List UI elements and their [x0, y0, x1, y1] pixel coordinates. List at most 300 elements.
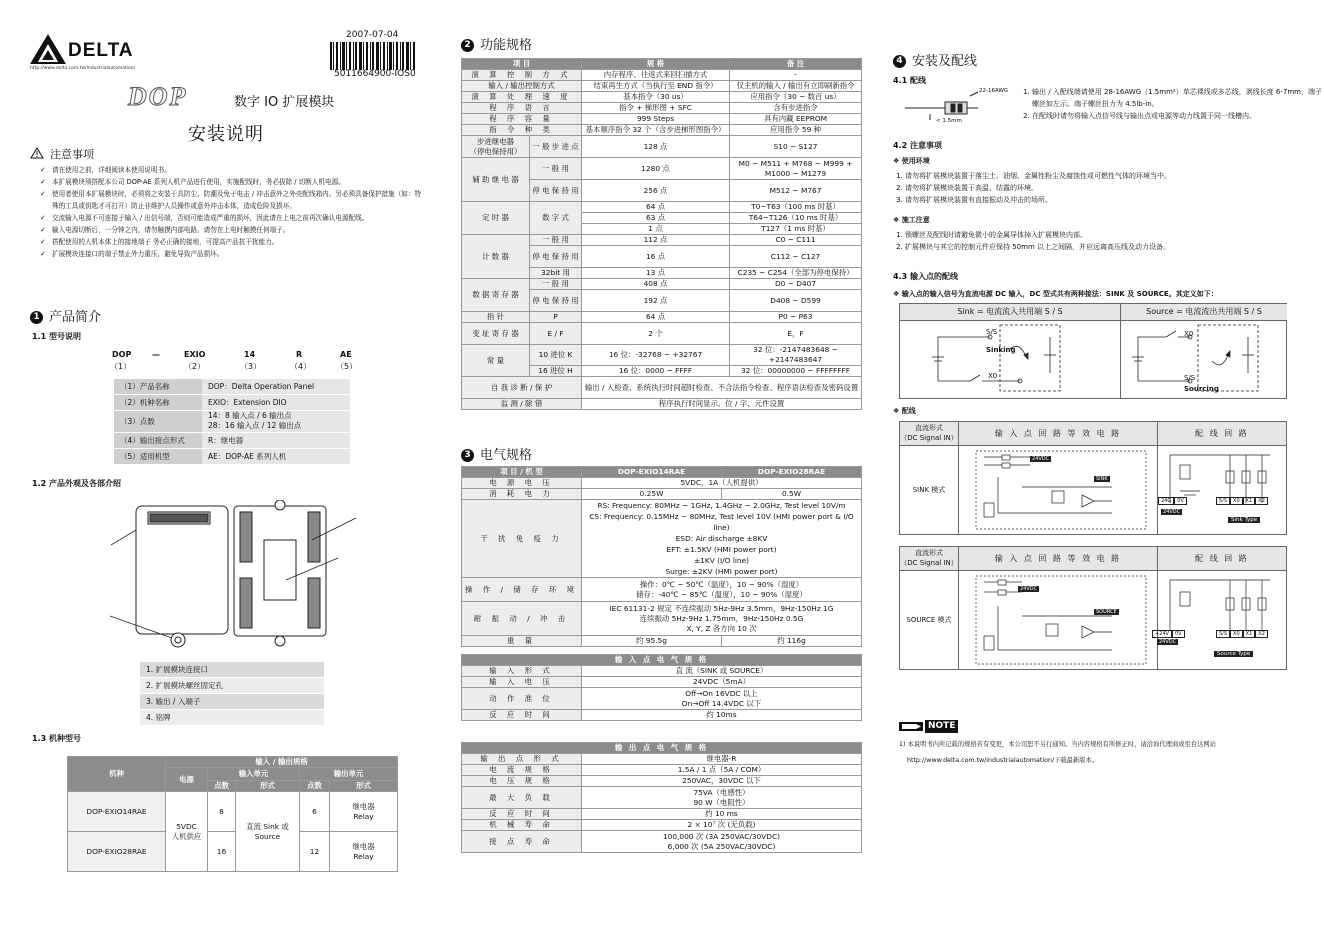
power-line: 5VDC [176, 821, 197, 831]
env-item: 2. 请勿将扩展模块装置于高温、结露的环境。 [905, 182, 1305, 194]
wiring-title [893, 406, 916, 416]
wiring-notes [1018, 86, 1322, 122]
wiring-title-text: 配线 [901, 407, 916, 415]
model-part: 14 [244, 350, 256, 359]
terminal-strip [1152, 630, 1185, 638]
row-label: 机 械 寿 命 [462, 820, 582, 831]
spec-cell: 64 点 [582, 202, 730, 213]
barcode [330, 42, 416, 70]
note-badge [899, 720, 958, 733]
emc-line: Surge: ±2KV (HMI power port) [665, 567, 778, 576]
note-item: ✓ 搭配使用的人机本体上的接地端子 务必正确的接地，可提高产品抗干扰能力。 [30, 236, 430, 248]
row-label: 电 源 电 压 [462, 478, 582, 489]
sub-label: 一 般 用 [530, 158, 582, 180]
sink-mode-label: SINK 模式 [900, 446, 959, 534]
row-label: 指 针 [462, 312, 530, 323]
note-cell: 仅主机的输入 / 输出有立即刷新指令 [730, 81, 862, 92]
spec-cell: 16 位：0000 ~ FFFF [582, 366, 730, 377]
v24-tag: 24VDC [1032, 456, 1050, 462]
model-explain-value [202, 411, 350, 433]
model-part: R [296, 350, 303, 359]
note-cell: S10 ~ S127 [730, 136, 862, 158]
diamond-icon: ❖ [893, 216, 902, 224]
out-points-cell: 6 [300, 792, 330, 832]
note-cell: 32 位：-2147483648 ~ +2147483647 [730, 345, 862, 366]
row-label: 输 入 形 式 [462, 666, 582, 677]
v24-tag: 24VDC [1163, 509, 1181, 515]
spec-cell: 约 116g [722, 636, 862, 647]
terminal: X1 [1243, 497, 1256, 505]
spec-cell: 输出 / 入检查、系统执行时间超时检查、不合法指令检查、程序语法检查及密码设置 [582, 377, 862, 399]
note-cell: T0~T63（100 ms 时基） [730, 202, 862, 213]
relay-line: Relay [353, 851, 374, 861]
note-cell: 应用指令 59 种 [730, 125, 862, 136]
note-cell: M512 ~ M767 [730, 180, 862, 202]
model-explain-key: （1）产品名称 [114, 379, 202, 395]
out-form-cell [330, 792, 398, 832]
out-points-cell: 12 [300, 832, 330, 872]
sub-label: 一 般 用 [530, 235, 582, 246]
spec-cell: 约 95.5g [582, 636, 722, 647]
section-number-badge: 1 [30, 311, 43, 324]
relay-line: 继电器 [352, 801, 375, 811]
wiring-note: 2. 在配线时请勿将输入点信号线与输出点或电源等动力线置于同一线槽内。 [1032, 110, 1322, 122]
emc-cell [582, 500, 862, 578]
model-list-table [67, 756, 398, 872]
output-unit-header: 输出单元 [300, 768, 398, 781]
footnote-url: http://www.delta.com.tw/industrialautomation/下载最新版本。 [907, 757, 1099, 764]
env-cell [582, 578, 862, 602]
terminal: X2 [1255, 497, 1268, 505]
terminal: S/S [1216, 497, 1230, 505]
doc-title: 安装说明 [188, 124, 264, 145]
dc-form-cell [900, 547, 959, 571]
section-number-badge: 3 [461, 449, 474, 462]
spec-cell: 1 点 [582, 224, 730, 235]
row-label: 干 扰 免 疫 力 [462, 500, 582, 578]
section-1-heading [30, 306, 101, 325]
row-label: 演 算 处 理 速 度 [462, 92, 582, 103]
spec-cell: 256 点 [582, 180, 730, 202]
part-item: 1. 扩展模块连接口 [140, 662, 324, 678]
col-header: 备 注 [730, 59, 862, 70]
env-list [893, 170, 1305, 206]
source-type-tag: Source Type [1214, 651, 1253, 657]
delta-logo-icon [28, 32, 68, 66]
sourcing-label: Sourcing [1184, 385, 1219, 393]
sub-4-2: 4.2 注意事项 [893, 141, 942, 150]
sub-4-3: 4.3 输入点的配线 [893, 272, 958, 281]
dc-form-cell [900, 422, 959, 446]
emc-line: EFT: ±1.5KV (HMI power port) [666, 545, 777, 554]
brand-name: DELTA [68, 40, 134, 61]
wiring-note: 1. 输出 / 入配线端请使用 28-16AWG（1.5mm²）单芯裸线或多芯线，剥线长度 6-7mm，端子螺丝如左示。端子螺丝扭力为 4.5lb-in。 [1032, 86, 1322, 110]
row-label: 数 据 寄 存 器 [462, 279, 530, 312]
model-explain-row [114, 395, 350, 411]
note-cell: P0 ~ P63 [730, 312, 862, 323]
note-cell: T127（1 ms 时基） [730, 224, 862, 235]
terminal-strip [1158, 497, 1187, 505]
vib-line: X, Y, Z 各方向 10 次 [686, 623, 757, 633]
row-label: 动 作 准 位 [462, 688, 582, 710]
output-spec-table [461, 742, 862, 853]
dc-form-line: （DC Signal IN） [900, 434, 958, 442]
spec-cell: 继电器-R [582, 754, 862, 765]
ss-label: S/S [1184, 374, 1196, 382]
in-form-line: 直流 Sink 或 [246, 821, 289, 831]
row-label: 重 量 [462, 636, 582, 647]
spec-cell: 16 点 [582, 246, 730, 268]
sub-label: 一 般 用 [530, 279, 582, 290]
row-label: 反 应 时 间 [462, 710, 582, 721]
sub-label: 停 电 保 持 用 [530, 290, 582, 312]
spec-cell: 约 10ms [582, 710, 862, 721]
row-label: 接 点 寿 命 [462, 831, 582, 853]
function-spec-table [461, 58, 862, 410]
form-header: 形式 [236, 781, 300, 792]
model-explain-key: （4）输出接点形式 [114, 433, 202, 449]
note-item: ✓ 请在使用之前，详细阅读本使用说明书。 [30, 164, 430, 176]
terminal-strip [1216, 497, 1268, 505]
spec-line: 100,000 次 (3A 250VAC/30VDC) [662, 831, 781, 841]
power-cell [166, 792, 208, 872]
spec-cell: 250VAC，30VDC 以下 [582, 776, 862, 787]
points-line: 28：16 输入点 / 12 输出点 [208, 421, 302, 430]
dc-form-line: 直流形式 [915, 424, 943, 432]
in-form-cell [236, 792, 300, 872]
terminal: X1 [1243, 630, 1256, 638]
row-label: 定 时 器 [462, 202, 530, 235]
spec-cell: 基本指令（30 us） [582, 92, 730, 103]
relay-line: 继电器 [352, 841, 375, 851]
model-num: （2） [184, 362, 206, 371]
relay-line: Relay [353, 811, 374, 821]
model-num: （3） [240, 362, 262, 371]
spec-cell: 64 点 [582, 312, 730, 323]
spec-cell [582, 831, 862, 853]
spec-cell: 16 位：-32768 ~ +32767 [582, 345, 730, 366]
spec-cell: 直 流（SINK 或 SOURCE） [582, 666, 862, 677]
note-cell: 应用指令（30 ~ 数百 us） [730, 92, 862, 103]
col-header: 项 目 / 机 型 [462, 467, 582, 478]
model-header: 机种 [68, 757, 166, 792]
spec-cell: 5VDC，1A（人机提供） [582, 478, 862, 489]
spec-cell: 结束再生方式（当执行至 END 指令） [582, 81, 730, 92]
model-num: （4） [290, 362, 312, 371]
note-cell: 32 位：00000000 ~ FFFFFFFF [730, 366, 862, 377]
row-label: 耐 振 动 / 冲 击 [462, 602, 582, 636]
sub-label: 16 进位 H [530, 366, 582, 377]
model-part: AE [340, 350, 352, 359]
env-title-text: 使用环境 [901, 157, 930, 165]
electrical-spec-table [461, 466, 862, 647]
dc-note [893, 289, 1218, 299]
model-explain-row [114, 379, 350, 395]
terminal: X0 [1230, 630, 1243, 638]
work-list [893, 229, 1305, 253]
note-item: ✓ 使用者使用本扩展模块时，必须将之安装于具防尘、防潮及免于电击 / 冲击意外之外壳配线箱内。另必须具备保护措施（如：特殊的工具或钥匙才可打开）防止非维护人员操作或意外冲击本体，造成危险及损坏。 [30, 188, 422, 212]
sub-label: E / F [530, 323, 582, 345]
x0-label: X0 [1184, 330, 1194, 338]
sink-source-box [899, 303, 1287, 399]
notes-list [30, 164, 430, 260]
row-label: 反 应 时 间 [462, 809, 582, 820]
power-header: 电源 [166, 768, 208, 792]
row-label: 电 压 规 格 [462, 776, 582, 787]
sinking-label: Sinking [986, 346, 1016, 354]
model-cell: DOP-EXIO14RAE [68, 792, 166, 832]
spec-line: Off→On 16VDC 以上 [685, 688, 758, 698]
notes-title: 注意事项 [50, 148, 94, 161]
table-title: 输 入 点 电 气 规 格 [462, 655, 862, 666]
diamond-icon: ❖ [893, 290, 902, 298]
work-title-text: 施工注意 [901, 216, 930, 224]
spec-cell [582, 688, 862, 710]
env-item: 3. 请勿将扩展模块装置有直接振动及冲击的场所。 [905, 194, 1305, 206]
model-cell: DOP-EXIO28RAE [68, 832, 166, 872]
terminal: 0V [1174, 497, 1187, 505]
awg-label: 22-16AWG [979, 88, 1009, 94]
model-code-row [112, 350, 362, 374]
source-equiv-circuit [962, 572, 1158, 668]
dop-logo: DOP [128, 82, 188, 111]
note-item: ✓ 交流输入电源不可连接于输入 / 出信号端，否则可能造成严重的损坏，因此请在上电之前再次确认电源配线。 [30, 212, 430, 224]
spec-cell: 999 Steps [582, 114, 730, 125]
emc-line: CS: Frequency: 0.15MHz ~ 80MHz, Test level 10V (HMI power port & I/O line) [589, 512, 854, 532]
spec-cell: 内存程序、往返式来回扫描方式 [582, 70, 730, 81]
sub-label: 32bit 用 [530, 268, 582, 279]
row-label: 辅 助 继 电 器 [462, 158, 530, 202]
source-def: Source = 电流流出共用端 S / S [1120, 304, 1287, 321]
sub-label: 停 电 保 持 用 [530, 180, 582, 202]
model-explain-key: （2）机种名称 [114, 395, 202, 411]
in-points-cell: 8 [208, 792, 236, 832]
source-tag: SOURCE [1096, 609, 1117, 615]
spec-cell: 指令 + 梯形图 + SFC [582, 103, 730, 114]
sink-def: Sink = 电流流入共用端 S / S [900, 304, 1120, 321]
spec-cell: 基本顺序指令 32 个（含步进梯形图指令） [582, 125, 730, 136]
header-date: 2007-07-04 [346, 30, 399, 40]
section-2-title: 功能规格 [480, 38, 533, 53]
sink-type-tag: Sink Type [1228, 517, 1260, 523]
spec-cell: 408 点 [582, 279, 730, 290]
vib-line: 连续振动 5Hz-9Hz 1.75mm，9Hz-150Hz 0.5G [639, 613, 804, 623]
model-part: DOP [112, 350, 132, 359]
section-3-heading [461, 444, 532, 463]
note-item: ✓ 本扩展模块须搭配本公司 DOP-AE 系列人机产品进行使用，实施配线时，务必拔除 / 切断人机电源。 [30, 176, 430, 188]
model-explain-row [114, 411, 350, 433]
label-line: 步进继电器 [477, 136, 514, 146]
part-item: 3. 输出 / 入端子 [140, 694, 324, 710]
product-drawing [106, 500, 366, 650]
spec-cell: 0.25W [582, 489, 722, 500]
section-3-title: 电气规格 [480, 448, 533, 463]
sub-label: 10 进位 K [530, 345, 582, 366]
row-label: 指 令 种 类 [462, 125, 582, 136]
env-title [893, 156, 930, 166]
section-4-title: 安装及配线 [912, 54, 978, 69]
sub-label: P [530, 312, 582, 323]
input-unit-header: 输入单元 [208, 768, 300, 781]
spec-cell: 112 点 [582, 235, 730, 246]
spec-cell: 1.5A / 1 点（5A / COM） [582, 765, 862, 776]
spec-cell: 约 10 ms [582, 809, 862, 820]
spec-cell: 2 × 10⁷ 次 (无负载) [582, 820, 862, 831]
power-line: 人机供应 [171, 831, 202, 841]
barcode-text: 5011664900-IOS0 [334, 69, 416, 79]
section-number-badge: 4 [893, 55, 906, 68]
note-cell: - [730, 70, 862, 81]
col-header: DOP-EXIO14RAE [582, 467, 722, 478]
product-title: 数字 IO 扩展模块 [234, 95, 335, 110]
io-header: 输入 / 输出规格 [166, 757, 398, 768]
model-explain-value: AE：DOP-AE 系列人机 [202, 449, 350, 465]
terminal: 24G [1158, 497, 1174, 505]
row-label: 演 算 控 制 方 式 [462, 70, 582, 81]
sub-label: 停 电 保 持 用 [530, 246, 582, 268]
parts-list [140, 662, 324, 726]
emc-line: ±1KV (I/O line) [693, 556, 750, 565]
model-explain-value: R：继电器 [202, 433, 350, 449]
section-2-heading [461, 34, 532, 53]
work-item: 2. 扩展模块与其它的控制元件应保持 50mm 以上之间隔，并应远离高压线及动力设备。 [905, 241, 1305, 253]
points-line: 14：8 输入点 / 6 输出点 [208, 411, 292, 420]
part-item: 4. 铭牌 [140, 710, 324, 726]
label-line: （停电保持用） [469, 146, 522, 156]
row-label: 电 流 规 格 [462, 765, 582, 776]
row-label: 变 址 寄 存 器 [462, 323, 530, 345]
terminal: X0 [1230, 497, 1243, 505]
row-label [462, 136, 530, 158]
model-explain-row [114, 449, 350, 465]
note-cell: E，F [730, 323, 862, 345]
row-label: 程 序 容 量 [462, 114, 582, 125]
row-label: 常 量 [462, 345, 530, 377]
note-cell: 具有内藏 EEPROM [730, 114, 862, 125]
model-explain-key: （3）点数 [114, 411, 202, 433]
sub-label: 一 般 步 进 点 [530, 136, 582, 158]
brand-url: http://www.delta.com.tw/industrialautomation/ [30, 66, 136, 71]
spec-cell: 192 点 [582, 290, 730, 312]
sink-wiring-box [899, 421, 1287, 535]
emc-line: ESD: Air discharge ±8KV [675, 534, 768, 543]
spec-cell: 13 点 [582, 268, 730, 279]
sink-route-circuit [1160, 447, 1284, 533]
row-label: 最 大 负 载 [462, 787, 582, 809]
dc-form-line: （DC Signal IN） [900, 559, 958, 567]
sub-1-2: 1.2 产品外观及各部介绍 [32, 479, 121, 488]
note-label: NOTE [925, 720, 958, 733]
spec-cell: 0.5W [722, 489, 862, 500]
model-explain-table [114, 379, 350, 465]
table-title: 输 出 点 电 气 规 格 [462, 743, 862, 754]
spec-line: On→Off 14.4VDC 以下 [681, 698, 762, 708]
sink-equiv-circuit [962, 447, 1158, 533]
row-label: 输 出 点 形 式 [462, 754, 582, 765]
row-label: 监 测 / 除 错 [462, 399, 582, 410]
note-item: ✓ 扩展模块连接口的端子禁止外力重压，避免导致产品损坏。 [30, 248, 430, 260]
mm-label: < 1.5mm [936, 118, 962, 124]
pencil-icon [899, 720, 925, 733]
v24-tag: 24VDC [1020, 586, 1038, 592]
row-label: 输 入 电 压 [462, 677, 582, 688]
footnote-text: 本说明书内所记载的规格若有变更，本公司恕不另行通知。当内容规格有所修正时，请洽询代理商或至台达网站 [907, 741, 1217, 748]
spec-cell [582, 787, 862, 809]
spec-cell: 128 点 [582, 136, 730, 158]
source-wiring-box [899, 546, 1287, 670]
sub-1-1: 1.1 型号说明 [32, 332, 81, 341]
in-points-cell: 16 [208, 832, 236, 872]
sub-1-3: 1.3 机种型号 [32, 734, 81, 743]
equiv-header: 输 入 点 回 路 等 效 电 路 [959, 547, 1158, 571]
work-title [893, 215, 930, 225]
section-number-badge: 2 [461, 39, 474, 52]
note-cell: D0 ~ D407 [730, 279, 862, 290]
ss-label: S/S [986, 328, 998, 336]
col-header: 规 格 [582, 59, 730, 70]
section-1-title: 产品简介 [49, 310, 102, 325]
col-header: DOP-EXIO28RAE [722, 467, 862, 478]
env-line: 操作：0℃ ~ 50℃（温度），10 ~ 90%（湿度） [639, 579, 804, 589]
input-spec-table [461, 654, 862, 721]
model-part: EXIO [184, 350, 206, 359]
model-explain-value: DOP：Delta Operation Panel [202, 379, 350, 395]
vib-cell [582, 602, 862, 636]
terminal-strip [1216, 630, 1268, 638]
in-form-line: Source [254, 831, 281, 841]
diamond-icon: ❖ [893, 407, 902, 415]
sink-tag: SINK [1096, 476, 1108, 482]
note-cell: C0 ~ C111 [730, 235, 862, 246]
model-explain-key: （5）适用机型 [114, 449, 202, 465]
terminal: X2 [1255, 630, 1268, 638]
note-cell: C235 ~ C254（全部为停电保持） [730, 268, 862, 279]
note-cell: D408 ~ D599 [730, 290, 862, 312]
route-header: 配 线 回 路 [1158, 547, 1286, 571]
warning-icon [30, 147, 44, 159]
terminal: +24V [1152, 630, 1172, 638]
x0-label: X0 [988, 372, 998, 380]
vib-line: IEC 61131-2 规定 不连续振动 5Hz-9Hz 3.5mm，9Hz-150Hz 1G [609, 603, 834, 613]
spec-cell: 24VDC（5mA） [582, 677, 862, 688]
work-item: 1. 锁螺丝及配线时请避免微小的金属导体掉入扩展模块内部。 [905, 229, 1305, 241]
row-label: 计 数 器 [462, 235, 530, 279]
model-num: （5） [336, 362, 358, 371]
model-explain-value: EXIO：Extension DIO [202, 395, 350, 411]
row-label: 程 序 语 言 [462, 103, 582, 114]
route-header: 配 线 回 路 [1158, 422, 1286, 446]
equiv-header: 输 入 点 回 路 等 效 电 路 [959, 422, 1158, 446]
row-label: 消 耗 电 力 [462, 489, 582, 500]
env-item: 1. 请勿将扩展模块装置于落尘土、油烟、金属性粉尘及腐蚀性或可燃性气体的环境当中。 [905, 170, 1305, 182]
note-cell: C112 ~ C127 [730, 246, 862, 268]
points-header: 点数 [300, 781, 330, 792]
form-header: 形式 [330, 781, 398, 792]
row-label: 操 作 / 储 存 环 境 [462, 578, 582, 602]
model-explain-row [114, 433, 350, 449]
row-label: 自 我 诊 断 / 保 护 [462, 377, 582, 399]
note-item: ✓ 输入电源切断后，一分钟之内，请勿触摸内部电路。请勿在上电时触摸任何端子。 [30, 224, 430, 236]
section-4-heading [893, 50, 977, 69]
spec-cell: 程序执行时间显示、位 / 字、元件设置 [582, 399, 862, 410]
note-cell: 含有步进指令 [730, 103, 862, 114]
sub-4-1: 4.1 配线 [893, 76, 926, 85]
terminal: 0V [1172, 630, 1185, 638]
v24-tag: 24VDC [1159, 639, 1177, 645]
spec-line: 90 W（电阻性） [693, 797, 750, 807]
sub-label: 数 字 式 [530, 202, 582, 235]
source-mode-label: SOURCE 模式 [900, 571, 959, 669]
